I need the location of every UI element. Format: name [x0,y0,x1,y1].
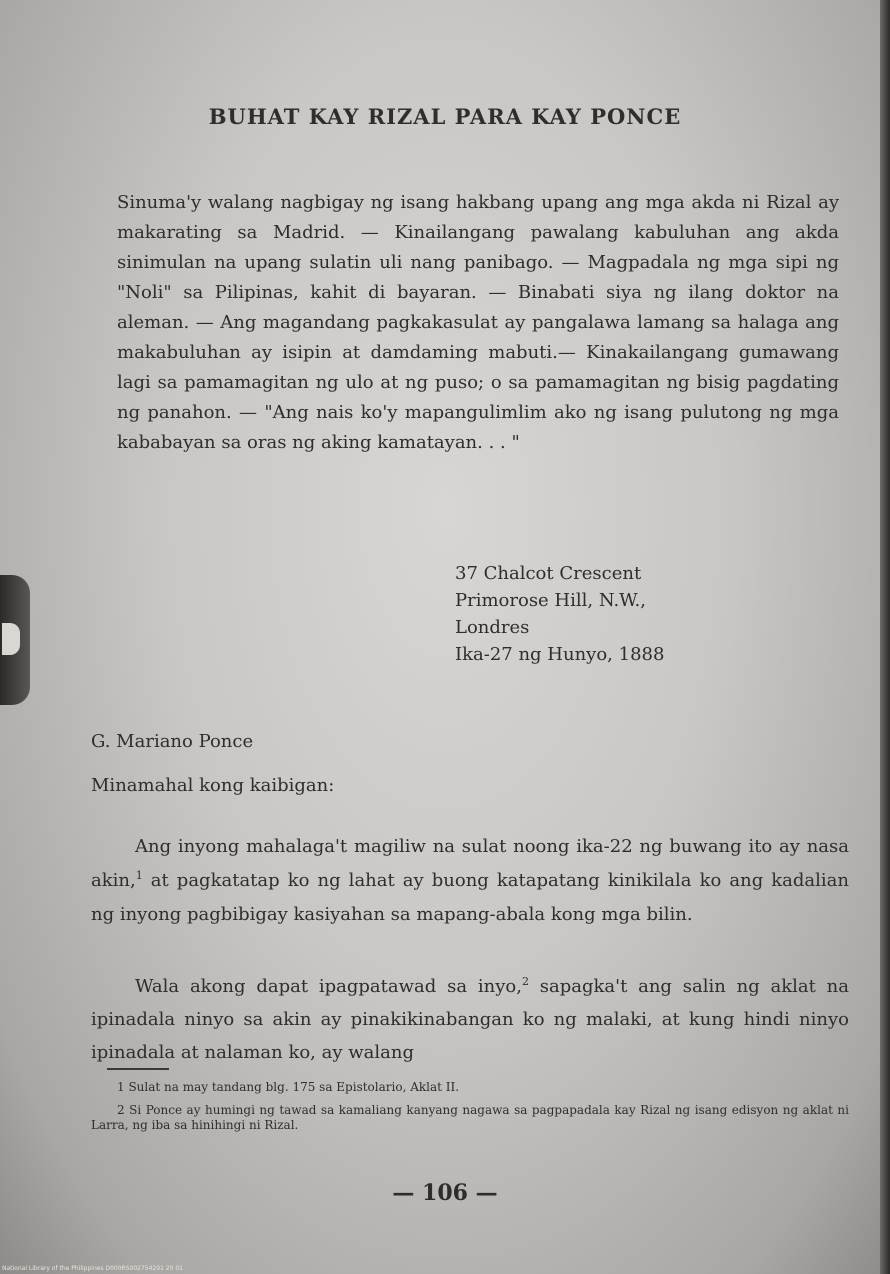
sender-address [455,560,664,668]
address-line-2: Primorose Hill, N.W., [455,590,646,611]
paragraph-1-text-b: at pagkatatap ko ng lahat ay buong katapatang kinikilala ko ang kadalian ng inyong pagbibigay kasiyahan sa mapang-abala kong mga bilin. [91,870,849,925]
salutation: Minamahal kong kaibigan: [91,775,335,796]
footnote-1: 1 Sulat na may tandang blg. 175 sa Epistolario, Aklat II. [117,1080,460,1094]
body-paragraph-2 [91,970,849,1069]
address-date: Ika-27 ng Hunyo, 1888 [455,644,665,665]
paragraph-1-text-a: Ang inyong mahalaga't magiliw na sulat noong ika-22 ng buwang ito ay nasa akin, [91,836,849,891]
footnote-ref-1: 1 [135,869,143,882]
page-number: — 106 — [392,1180,498,1206]
footnote-rule [107,1068,169,1070]
recipient-name: G. Mariano Ponce [91,731,254,752]
archive-label: National Library of the Philippines D000RS002754201 20 01 [2,1265,183,1272]
address-line-1: 37 Chalcot Crescent [455,563,642,584]
page-clip-sheen [2,623,20,655]
footnote-2: 2 Si Ponce ay humingi ng tawad sa kamaliang kanyang nagawa sa pagpapadala kay Rizal ng isang edisyon ng aklat ni Larra, ng iba sa hinihingi ni Rizal. [91,1103,849,1132]
book-spine-edge [880,0,890,1274]
footnote-ref-2: 2 [521,975,529,988]
paragraph-2-text-b: sapagka't ang salin ng aklat na ipinadala ninyo sa akin ay pinakikinabangan ko ng malaki, at kung hindi ninyo ipinadala at nalaman ko, ay walang [91,976,849,1063]
address-line-3: Londres [455,617,530,638]
page-clip [0,575,30,705]
paragraph-2-text-a: Wala akong dapat ipagpatawad sa inyo, [135,976,522,997]
letter-summary: Sinuma'y walang nagbigay ng isang hakbang upang ang mga akda ni Rizal ay makarating sa Madrid. — Kinailangang pawalang kabuluhan ang akda sinimulan na upang sulatin uli nang panibago. — Magpadala ng mga sipi ng "Noli" sa Pilipinas, kahit di bayaran. — Binabati siya ng ilang doktor na aleman. — Ang magandang pagkakasulat ay pangalawa lamang sa halaga ang makabuluhan ay isipin at damdaming mabuti.— Kinakailangang gumawang lagi sa pamamagitan ng ulo at ng puso; o sa pamamagitan ng bisig pagdating ng panahon. — "Ang nais ko'y mapangulimlim ako ng isang pulutong ng mga kababayan sa oras ng aking kamatayan. . . " [117,192,839,453]
body-paragraph-1 [91,830,849,932]
page-title: BUHAT KAY RIZAL PARA KAY PONCE [208,104,682,129]
